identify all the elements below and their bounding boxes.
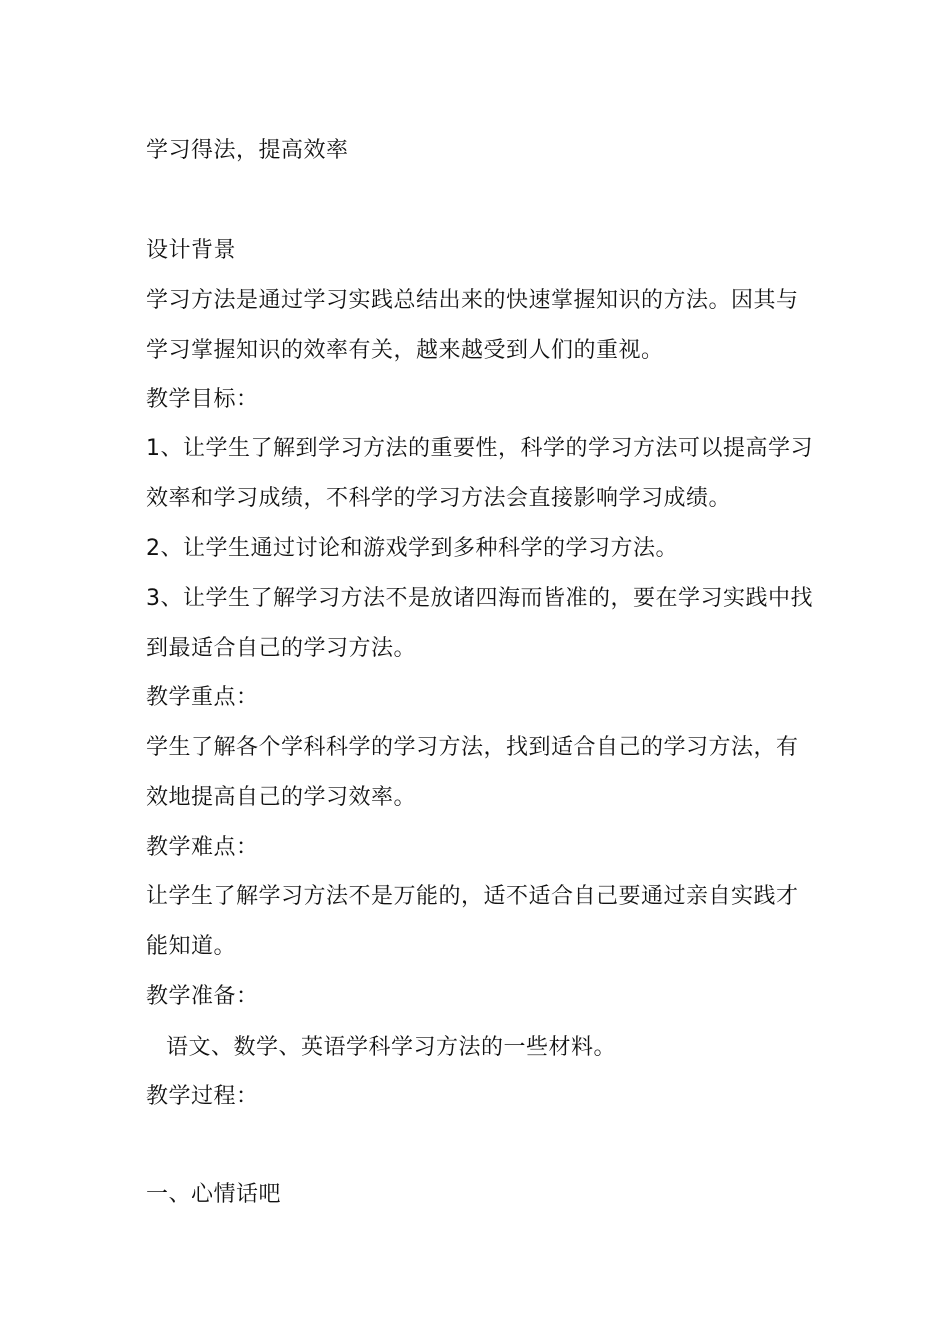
difficulties-heading: 教学难点： — [146, 835, 259, 860]
document-title: 学习得法，提高效率 — [146, 138, 349, 163]
preparation-heading: 教学准备： — [146, 984, 259, 1009]
objectives-heading: 教学目标： — [146, 387, 259, 412]
background-text-line: 学习方法是通过学习实践总结出来的快速掌握知识的方法。因其与 — [146, 288, 799, 313]
key-points-heading: 教学重点： — [146, 685, 259, 710]
difficulties-line: 让学生了解学习方法不是万能的，适不适合自己要通过亲自实践才 — [146, 884, 799, 909]
background-heading: 设计背景 — [146, 238, 237, 263]
process-heading: 教学过程： — [146, 1084, 259, 1109]
preparation-text: 语文、数学、英语学科学习方法的一些材料。 — [166, 1035, 617, 1060]
objective-line: 1、让学生了解到学习方法的重要性，科学的学习方法可以提高学习 — [146, 436, 813, 461]
section-one-heading: 一、心情话吧 — [146, 1182, 282, 1207]
objective-line: 到最适合自己的学习方法。 — [146, 636, 417, 661]
background-text-line: 学习掌握知识的效率有关，越来越受到人们的重视。 — [146, 338, 664, 363]
objective-line: 2、让学生通过讨论和游戏学到多种科学的学习方法。 — [146, 536, 678, 561]
objective-line: 3、让学生了解学习方法不是放诸四海而皆准的，要在学习实践中找 — [146, 586, 813, 611]
key-points-line: 学生了解各个学科科学的学习方法，找到适合自己的学习方法，有 — [146, 735, 799, 760]
difficulties-line: 能知道。 — [146, 934, 237, 959]
key-points-line: 效地提高自己的学习效率。 — [146, 785, 417, 810]
objective-line: 效率和学习成绩，不科学的学习方法会直接影响学习成绩。 — [146, 486, 732, 511]
